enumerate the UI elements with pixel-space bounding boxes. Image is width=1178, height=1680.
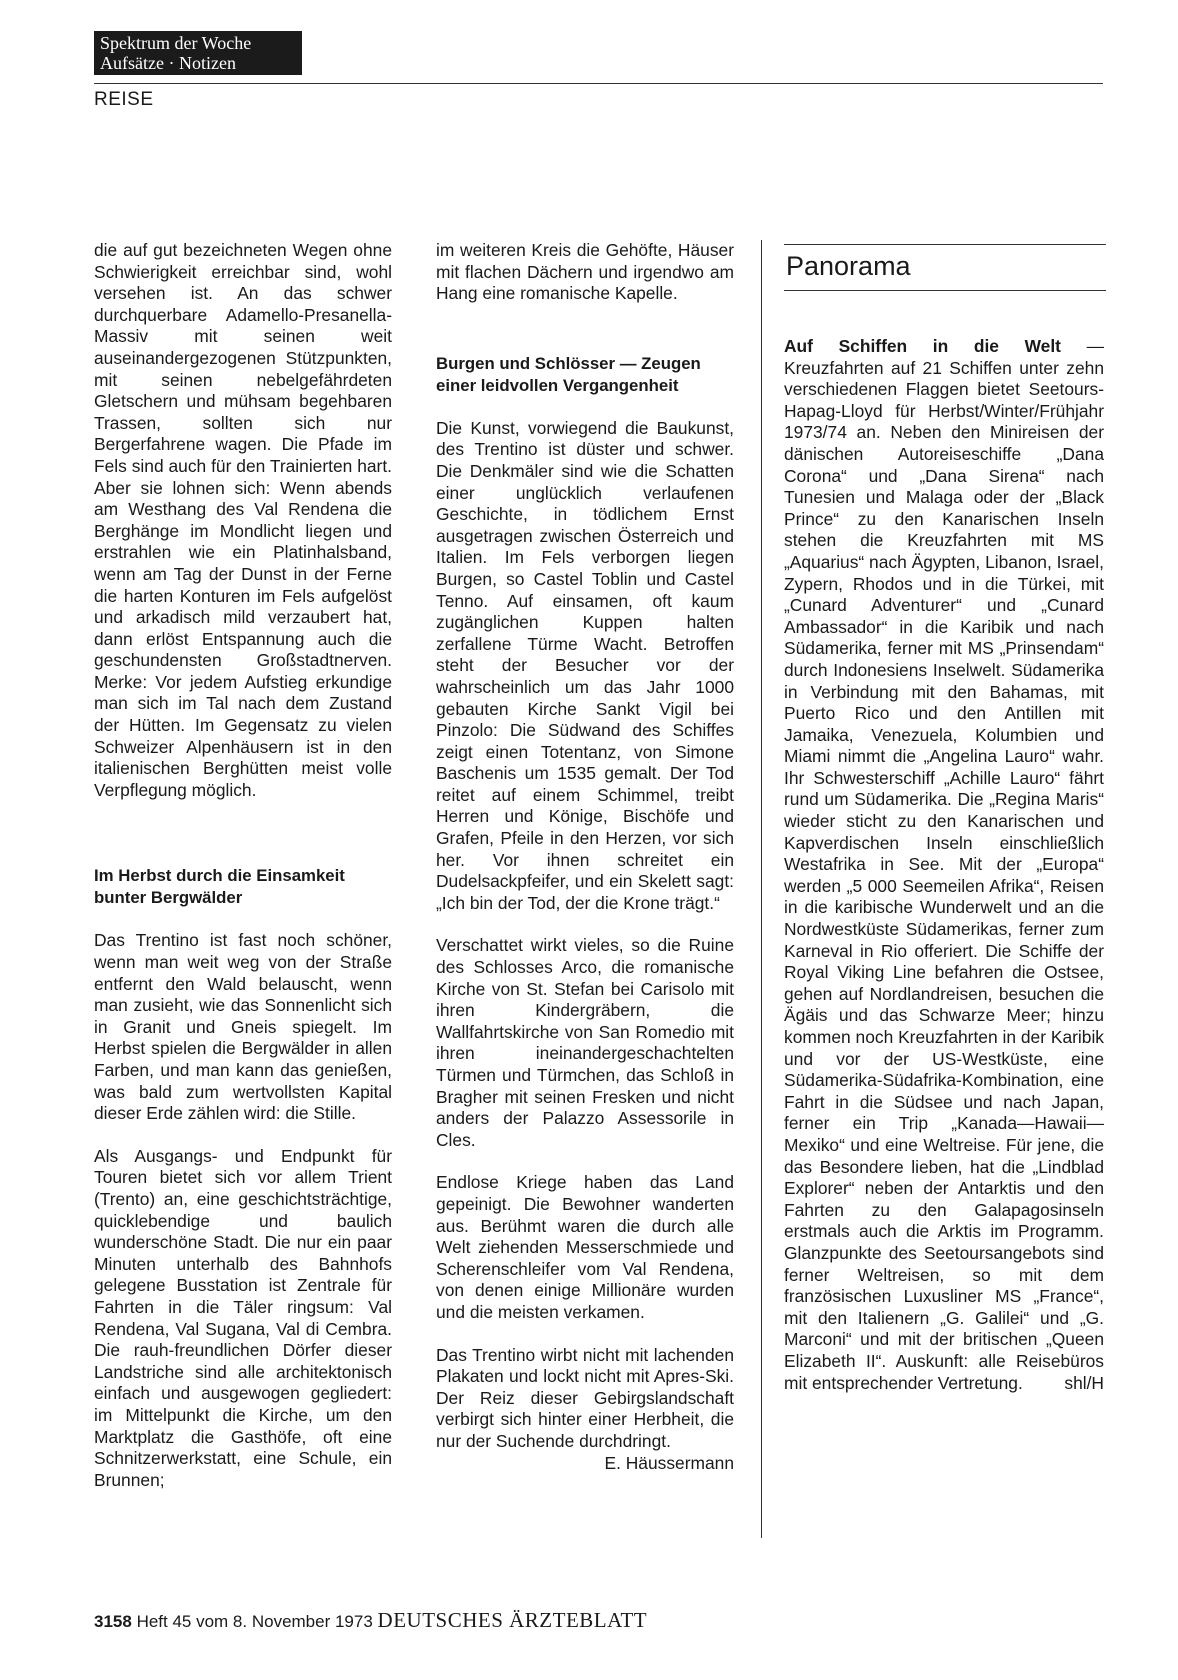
col2-paragraph-5 [436,1344,734,1473]
column-divider [761,240,762,1538]
col2-heading: Burgen und Schlösser — Zeugen einer leidvollen Vergangenheit [436,353,701,395]
col1-paragraph-3: Als Ausgangs- und Endpunkt für Touren bietet sich vor allem Trient (Trento) an, eine geschichtsträchtige, quicklebendige und baulich wunderschöne Stadt. Die nur ein paar Minuten unterhalb des Bahnhofs gelegene Busstation ist Zentrale für Fahrten in die Täler ringsum: Val Rendena, Val Sugana, Val di Cembra. Die rauh-freundlichen Dörfer dieser Landstriche sind alle architektonisch einfach und ausgewogen gegliedert: im Mittelpunkt die Kirche, um den Marktplatz die Gasthöfe, oft eine Schnitzerwerkstatt, eine Schule, ein Brunnen; [94,1145,392,1490]
col2-paragraph-4: Endlose Kriege haben das Land gepeinigt. Die Bewohner wanderten aus. Berühmt waren die durch alle Welt ziehenden Messerschmiede und Scherenschleifer vom Val Rendena, von denen einige Millionäre wurden und die meisten verkamen. [436,1172,734,1322]
column-3 [784,336,1104,1415]
top-rule [94,83,1103,84]
column-1 [94,240,392,1512]
masthead [94,31,302,75]
col2-paragraph-5-text: Das Trentino wirbt nicht mit lachenden Plakaten und lockt nicht mit Apres-Ski. Der Reiz dieser Gebirgslandschaft verbirgt sich hinter einer Herbheit, die nur der Suchende durchdringt. [436,1344,734,1451]
col3-lead: Auf Schiffen in die Welt [784,336,1061,356]
col1-heading: Im Herbst durch die Einsamkeit bunter Bergwälder [94,866,345,908]
col3-text: — Kreuzfahrten auf 21 Schiffen unter zehn verschiedenen Flaggen bietet Seetours-Hapag-Lloyd für Herbst/Winter/Frühjahr 1973/74 an. Neben den Minireisen der dänischen Autoreiseschiffe „Dana Corona“ und „Dana Sirena“ nach Tunesien und Malaga oder der „Black Prince“ zu den Kanarischen Inseln stehen die Kreuzfahrten mit MS „Aquarius“ nach Ägypten, Libanon, Israel, Zypern, Rhodos und in die Türkei, mit „Cunard Adventurer“ und „Cunard Ambassador“ in die Karibik und nach Südamerika, ferner mit MS „Prinsendam“ durch Indonesiens Inselwelt. Südamerika in Verbindung mit den Bahamas, mit Puerto Rico und den Antillen mit Jamaika, Venezuela, Kolumbien und Miami nimmt die „Angelina Lauro“ wahr. Ihr Schwesterschiff „Achille Lauro“ fährt rund um Südamerika. Die „Regina Maris“ wieder sticht zu den Kanarischen und Kapverdischen Inseln einschließlich Westafrika in See. Mit der „Europa“ werden „5 000 Seemeilen Afrika“, Reisen in die karibische Wunderwelt und an die Nordwestküste Südamerikas, ferner zum Karneval in Rio offeriert. Die Schiffe der Royal Viking Line befahren die Ostsee, gehen auf Nordlandreisen, besuchen die Ägäis und das Schwarze Meer; hinzu kommen noch Kreuzfahrten in der Karibik und vor der US-Westküste, eine Südamerika-Südafrika-Kombination, eine Fahrt in die Südsee und nach Japan, ferner ein Trip „Kanada—Hawaii—Mexiko“ und eine Weltreise. Für jene, die das Besondere lieben, hat die „Lindblad Explorer“ neben der Antarktis und den Fahrten zu den Galapagosinseln erstmals auch die Arktis im Programm. Glanzpunkte des Seetoursangebots sind ferner Weltreisen, so mit dem französischen Luxusliner MS „France“, mit den Italienern „G. Galilei“ und „G. Marconi“ und mit der britischen „Queen Elizabeth II“. Auskunft: alle Reisebüros mit entsprechender Vertretung. [784,336,1104,1393]
col2-paragraph-3: Verschattet wirkt vieles, so die Ruine des Schlosses Arco, die romanische Kirche von St. Stefan bei Carisolo mit ihren Kindergräbern, die Wallfahrtskirche von San Romedio mit ihren ineinandergeschachtelten Türmen und Türmchen, das Schloß in Bragher mit seinen Fresken und nicht anders der Palazzo Assessorile in Cles. [436,935,734,1150]
page-footer [94,1608,647,1633]
author-signature: E. Häussermann [604,1452,734,1473]
journal-name: DEUTSCHES ÄRZTEBLATT [377,1608,648,1632]
section-label: REISE [94,89,154,110]
col2-paragraph-1: im weiteren Kreis die Gehöfte, Häuser mit flachen Dächern und irgendwo am Hang eine romanische Kapelle. [436,240,734,304]
col3-paragraph [784,336,1104,1394]
masthead-line-1: Spektrum der Woche [100,33,252,53]
page-number: 3158 [94,1612,132,1631]
col1-paragraph-2: Das Trentino ist fast noch schöner, wenn man weit weg von der Straße entfernt den Wald belauscht, wenn man zusieht, wie das Sonnenlicht sich in Granit und Gneis spiegelt. Im Herbst spielen die Bergwälder in allen Farben, und man kann das genießen, was bald zum wertvollsten Kapital dieser Erde zählen wird: die Stille. [94,930,392,1124]
col3-signature: shl/H [1064,1372,1104,1393]
col1-paragraph-1: die auf gut bezeichneten Wegen ohne Schwierigkeit erreichbar sind, wohl versehen ist. An das schwer durchquerbare Adamello-Presanella-Massiv mit seinen weit auseinandergezogenen Stützpunkten, mit seinen nebelgefährdeten Gletschern und mühsam begehbaren Trassen, sollten sich nur Bergerfahrene wagen. Die Pfade im Fels sind auch für den Trainierten hart. Aber sie lohnen sich: Wenn abends am Westhang des Val Rendena die Berghänge im Mondlicht liegen und erstrahlen wie ein Platinhalsband, wenn am Tag der Dunst in der Ferne die harten Konturen im Fels aufgelöst und arkadisch mild verzaubert hat, dann erlöst Entspannung auch die geschundensten Großstadtnerven. Merke: Vor jedem Aufstieg erkundige man sich im Tal nach dem Zustand der Hütten. Im Gegensatz zu vielen Schweizer Alpenhäusern ist in den italienischen Berghütten meist volle Verpflegung möglich. [94,240,392,800]
panorama-heading: Panorama [784,244,1106,291]
masthead-line-2: Aufsätze · Notizen [100,53,236,73]
col2-paragraph-2: Die Kunst, vorwiegend die Baukunst, des Trentino ist düster und schwer. Die Denkmäler sind wie die Schatten einer unglücklich verlaufenen Geschichte, in tödlichem Ernst ausgetragen zwischen Österreich und Italien. Im Fels verborgen liegen Burgen, so Castel Toblin und Castel Tenno. Auf einsamen, oft kaum zugänglichen Kuppen halten zerfallene Türme Wacht. Betroffen steht der Besucher vor der wahrscheinlich um das Jahr 1000 gebauten Kirche Sankt Vigil bei Pinzolo: Die Südwand des Schiffes zeigt einen Totentanz, von Simone Baschenis um 1535 gemalt. Der Tod reitet auf einem Schimmel, treibt Herren und Könige, Bischöfe und Grafen, Pfeile in den Herzen, vor sich her. Vor ihnen schreitet ein Dudelsackpfeifer, und ein Skelett sagt: „Ich bin der Tod, der die Krone trägt.“ [436,417,734,913]
column-2 [436,240,734,1474]
issue-info: Heft 45 vom 8. November 1973 [136,1612,373,1631]
